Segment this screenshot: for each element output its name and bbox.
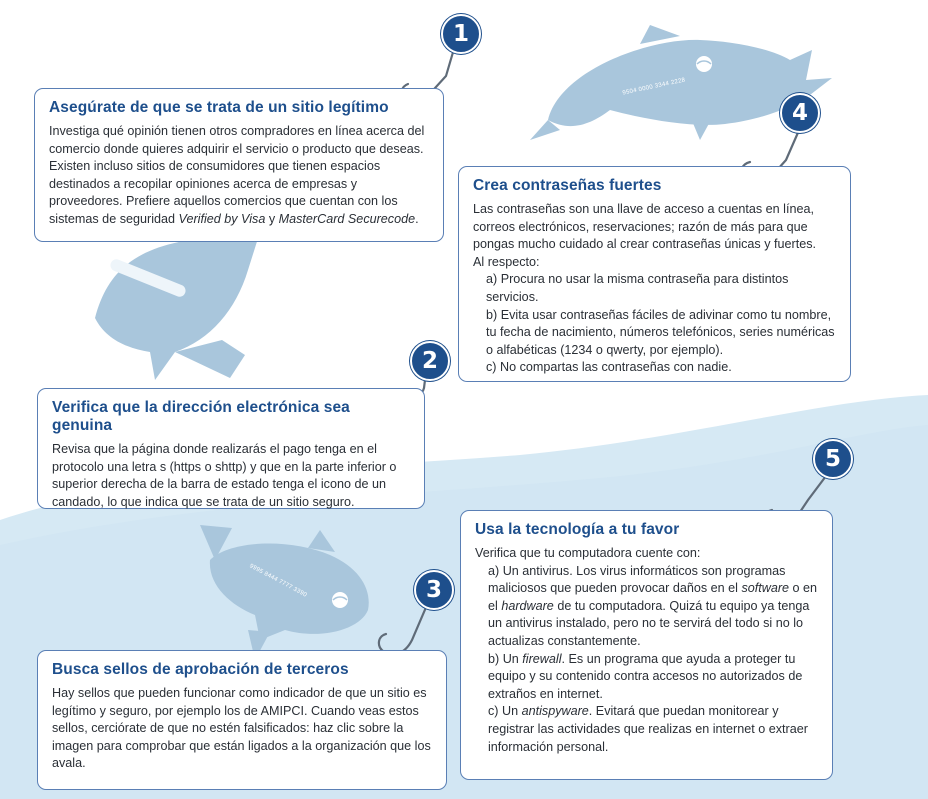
tip-item-4a: a) Procura no usar la misma contraseña para distintos servicios. [486,272,789,304]
tip-intro-4: Las contraseñas son una llave de acceso a cuentas en línea, correos electrónicos, reservaciones; razón de más para que pongas mucho cuidado al crear contraseñas únicas y fuertes. [473,202,817,252]
tip-item-4c: c) No compartas las contraseñas con nadie. [486,360,732,375]
tip-body-1: Investiga qué opinión tienen otros compradores en línea acerca del comercio donde quieres adquirir el servicio o producto que deseas. Existen incluso sitios de consumidores que tienen espacios destinados a recopilar opiniones acerca de empresas y proveedores. Prefiere aquellos comercios que cuentan con los sistemas de seguridad Verified by Visa y MasterCard Securecode. [49,124,425,226]
tip-lead-4: Al respecto: [473,254,540,269]
tip-title-5: Usa la tecnología a tu favor [475,521,680,538]
step-badge-3: 3 [414,570,454,610]
step-badge-5: 5 [813,439,853,479]
tip-body-2: Revisa que la página donde realizarás el pago tenga en el protocolo una letra s (https o shttp) y que en la parte inferior o superior derecha de la barra de estado tenga el icono de un candado, lo que indica que se trata de un sitio seguro. [52,442,397,509]
tip-item-5c: c) Un antispyware. Evitará que puedan monitorear y registrar las actividades que realizas en internet o extraer información personal. [488,704,808,754]
tip-title-2: Verifica que la dirección electrónica sea genuina [52,399,350,434]
step-badge-1: 1 [441,14,481,54]
tip-title-1: Asegúrate de que se trata de un sitio legítimo [49,99,389,116]
tip-card-3 [37,650,447,790]
fish-logo-bottom [332,592,348,608]
fish-card-number-bottom: 9995 8444 7777 3390 [248,563,308,599]
tip-item-5b: b) Un firewall. Es un programa que ayuda a proteger tu equipo y su contenido contra accesos no autorizados de extraños en internet. [488,651,803,701]
tip-card-2 [37,388,425,509]
step-badge-2: 2 [410,341,450,381]
tip-item-4b: b) Evita usar contraseñas fáciles de adivinar como tu nombre, tu fecha de nacimiento, números telefónicos, series numéricas o alfabéticas (1234 o qwerty, por ejemplo). [486,307,835,357]
tip-card-4 [458,166,851,382]
tip-lead-5: Verifica que tu computadora cuente con: [475,546,701,560]
tip-title-4: Crea contraseñas fuertes [473,177,662,194]
fish-card-number-top: 9504 0000 3344 2228 [622,77,687,97]
tip-body-3: Hay sellos que pueden funcionar como indicador de que un sitio es legítimo y seguro, por ejemplo los de AMIPCI. Cuando veas estos sellos, cerciórate de que no estén falsificados: haz clic sobre la imagen para comprobar que están ligados a la organización que los avala. [52,686,431,771]
tip-title-3: Busca sellos de aprobación de terceros [52,661,349,678]
tip-card-5 [460,510,833,780]
fish-logo-top [696,56,712,72]
tip-item-5a: a) Un antivirus. Los virus informáticos son programas maliciosos que pueden provocar daños en el software o en el hardware de tu computadora. Quizá tu equipo ya tenga un antivirus instalado, pero no te servirá del todo si no lo actualizas constantemente. [488,563,818,648]
step-badge-4: 4 [780,93,820,133]
tip-card-1 [34,88,444,242]
